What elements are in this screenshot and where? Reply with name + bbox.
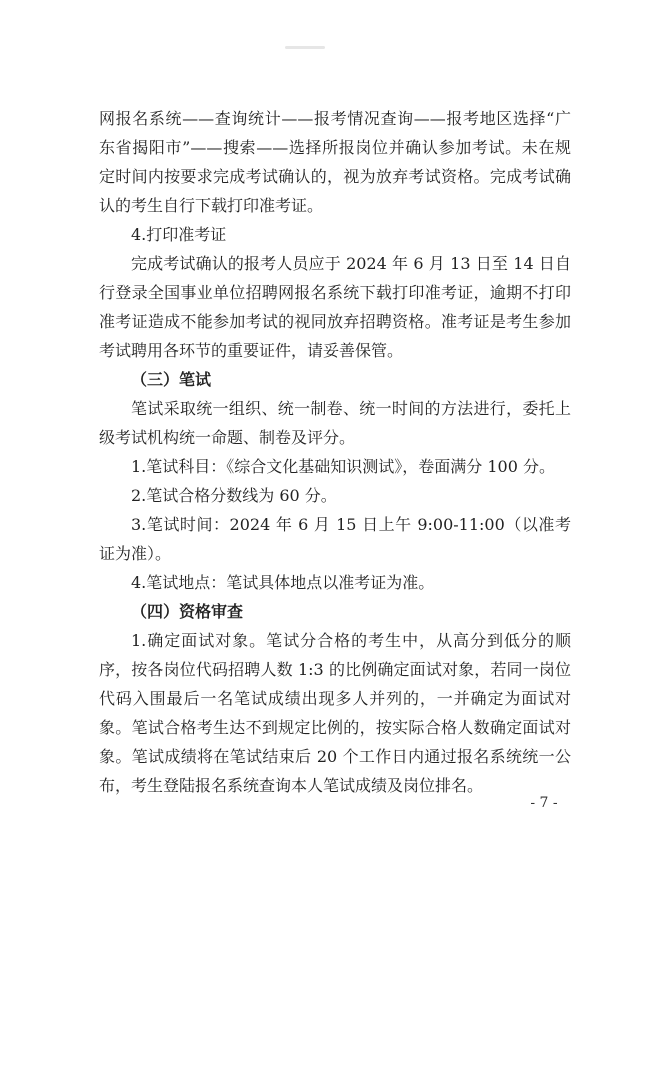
document-body (99, 104, 571, 800)
section-heading-3: （三）笔试 (131, 370, 212, 389)
paragraph-9: 4.笔试地点：笔试具体地点以准考证为准。 (131, 573, 435, 592)
paragraph-2: 4.打印准考证 (131, 225, 227, 244)
paragraph-6: 1.笔试科目：《综合文化基础知识测试》，卷面满分 100 分。 (131, 457, 555, 476)
paragraph-5: 笔试采取统一组织、统一制卷、统一时间的方法进行，委托上级考试机构统一命题、制卷及评分。 (99, 399, 571, 447)
page-number: - 7 - (530, 795, 558, 811)
paragraph-8: 3.笔试时间：2024 年 6 月 15 日上午 9:00-11:00（以准考证为准）。 (99, 515, 571, 563)
paragraph-7: 2.笔试合格分数线为 60 分。 (131, 486, 337, 505)
paragraph-11: 1.确定面试对象。笔试分合格的考生中，从高分到低分的顺序，按各岗位代码招聘人数 1:3 的比例确定面试对象，若同一岗位代码入围最后一名笔试成绩出现多人并列的，一并确定为面试对象。笔试合格考生达不到规定比例的，按实际合格人数确定面试对象。笔试成绩将在笔试结束后 20 个工作日内通过报名系统统一公布，考生登陆报名系统查询本人笔试成绩及岗位排名。 (99, 631, 571, 795)
scan-mark (285, 46, 325, 49)
paragraph-1: 网报名系统——查询统计——报考情况查询——报考地区选择“广东省揭阳市”——搜索——选择所报岗位并确认参加考试。未在规定时间内按要求完成考试确认的，视为放弃考试资格。完成考试确认的考生自行下载打印准考证。 (99, 109, 571, 215)
paragraph-3: 完成考试确认的报考人员应于 2024 年 6 月 13 日至 14 日自行登录全国事业单位招聘网报名系统下载打印准考证，逾期不打印准考证造成不能参加考试的视同放弃招聘资格。准考证是考生参加考试聘用各环节的重要证件，请妥善保管。 (99, 254, 571, 360)
section-heading-4: （四）资格审查 (131, 602, 244, 621)
